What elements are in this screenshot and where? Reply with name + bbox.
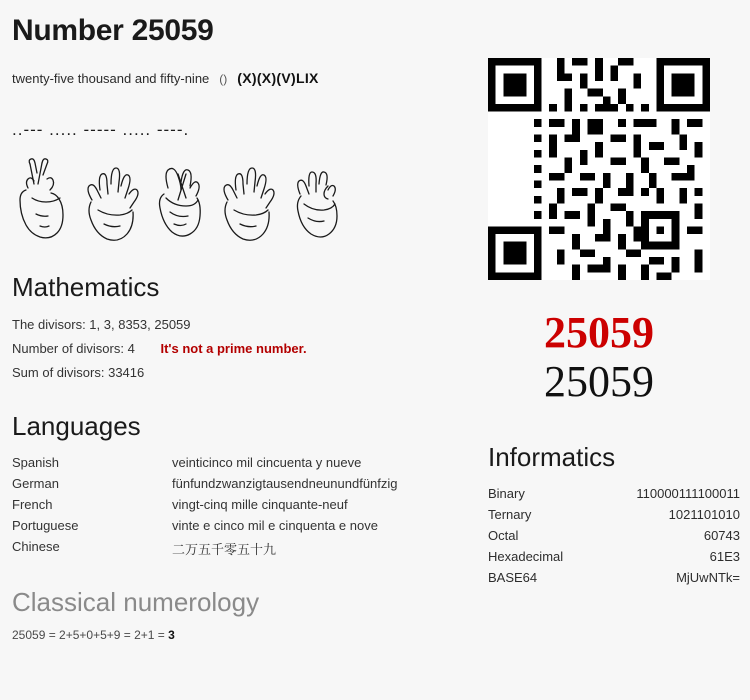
sign-language-hand-9 xyxy=(284,154,350,246)
number-in-words: twenty-five thousand and fifty-nine xyxy=(12,71,210,86)
language-name: German xyxy=(12,476,59,492)
informatics-value: MjUwNTk= xyxy=(676,570,740,585)
morse-code: ..--- ..... ----- ..... ----. xyxy=(12,120,190,139)
informatics-key: Octal xyxy=(488,528,519,543)
language-name: French xyxy=(12,497,53,513)
right-panel xyxy=(488,58,738,407)
informatics-value: 61E3 xyxy=(709,549,740,564)
language-name: Chinese xyxy=(12,539,60,555)
table-row xyxy=(488,525,740,546)
table-row xyxy=(488,546,740,567)
sign-language-hand-0 xyxy=(148,154,214,246)
table-row xyxy=(12,494,482,515)
informatics-table xyxy=(488,483,740,588)
numerology-heading: Classical numerology xyxy=(12,587,260,618)
informatics-value: 1021101010 xyxy=(668,507,740,522)
language-value: fünfundzwanzigtausendneunundfünfzig xyxy=(172,476,398,492)
table-row xyxy=(12,515,482,536)
informatics-key: Binary xyxy=(488,486,525,501)
table-row xyxy=(488,567,740,588)
language-value: vinte e cinco mil e cinquenta e nove xyxy=(172,518,378,534)
numerology-expression-row xyxy=(12,628,738,642)
roman-numeral: (X)(X)(V)LIX xyxy=(237,70,319,86)
numerology-section xyxy=(12,587,738,642)
informatics-value: 110000111100011 xyxy=(636,486,740,501)
languages-heading: Languages xyxy=(12,411,141,442)
qr-code-icon xyxy=(488,58,710,280)
number-of-divisors-line: Number of divisors: 4 xyxy=(12,341,135,357)
table-row xyxy=(12,452,482,473)
sign-language-hand-5-b xyxy=(216,154,282,246)
sign-language-hand-2 xyxy=(12,154,78,246)
empty-parentheses: () xyxy=(219,72,228,86)
table-row xyxy=(12,536,482,561)
informatics-key: Hexadecimal xyxy=(488,549,564,564)
number-display-red: 25059 xyxy=(544,308,654,357)
informatics-key: BASE64 xyxy=(488,570,538,585)
informatics-key: Ternary xyxy=(488,507,532,522)
informatics-column xyxy=(488,442,740,588)
languages-table xyxy=(12,452,482,561)
page-root xyxy=(0,14,750,700)
informatics-heading: Informatics xyxy=(488,442,616,472)
informatics-value: 60743 xyxy=(703,528,740,543)
table-row xyxy=(12,473,482,494)
mathematics-heading: Mathematics xyxy=(12,272,160,302)
table-row xyxy=(488,504,740,525)
prime-status-note: It's not a prime number. xyxy=(160,341,307,357)
page-title: Number 25059 xyxy=(12,14,214,47)
language-value: vingt-cinq mille cinquante-neuf xyxy=(172,497,348,513)
languages-column xyxy=(12,411,482,561)
language-name: Portuguese xyxy=(12,518,79,534)
table-row xyxy=(488,483,740,504)
divisors-line: The divisors: 1, 3, 8353, 25059 xyxy=(12,317,191,332)
sum-of-divisors-line: Sum of divisors: 33416 xyxy=(12,365,145,381)
number-display-black: 25059 xyxy=(544,357,654,406)
sign-language-hand-5 xyxy=(80,154,146,246)
language-name: Spanish xyxy=(12,455,59,471)
numerology-expression: 25059 = 2+5+0+5+9 = 2+1 = xyxy=(12,628,169,643)
language-value: 二万五千零五十九 xyxy=(172,542,277,558)
numerology-result: 3 xyxy=(168,628,175,643)
language-value: veinticinco mil cincuenta y nueve xyxy=(172,455,362,471)
